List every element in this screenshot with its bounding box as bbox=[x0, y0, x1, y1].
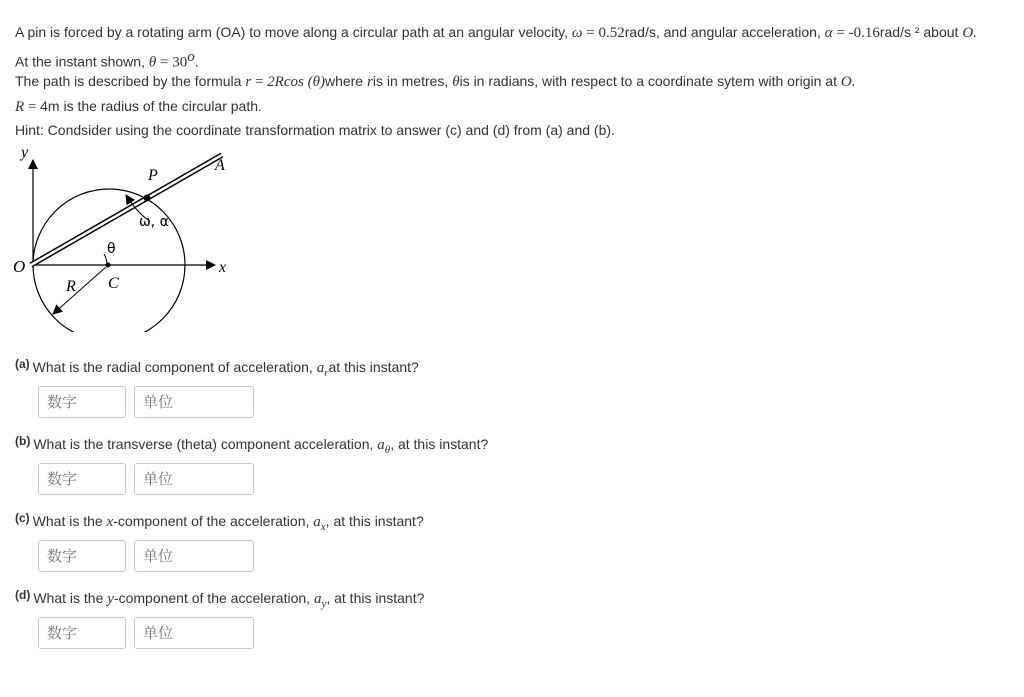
question-d-text bbox=[15, 584, 915, 610]
hint-line: Hint: Condsider using the coordinate transformation matrix to answer (c) and (d) from (a) and (b). bbox=[15, 122, 615, 138]
theta-symbol: θ bbox=[148, 54, 157, 71]
answer-row bbox=[15, 540, 915, 576]
text: at this instant? bbox=[328, 359, 419, 375]
text: where bbox=[324, 73, 364, 89]
question-letter: (c) bbox=[15, 511, 30, 525]
answer-row bbox=[15, 463, 915, 499]
accel-subscript: x bbox=[320, 520, 326, 533]
mechanism-diagram bbox=[10, 142, 250, 332]
circular-path bbox=[33, 189, 185, 332]
r-symbol: r bbox=[245, 74, 252, 90]
accel-symbol: a bbox=[313, 591, 322, 607]
text: , at this instant? bbox=[325, 513, 424, 529]
question-letter: (d) bbox=[15, 588, 31, 602]
radius-label: R bbox=[66, 278, 76, 295]
number-input[interactable] bbox=[38, 463, 126, 495]
text: At the instant shown, bbox=[15, 53, 145, 70]
text: . bbox=[194, 53, 199, 70]
text: What is the bbox=[33, 590, 104, 606]
equals: = bbox=[832, 25, 849, 41]
x-axis-label: x bbox=[219, 259, 227, 276]
text: rad/s, and angular acceleration, bbox=[624, 24, 821, 40]
theta-label: θ bbox=[107, 241, 116, 257]
unit-input[interactable] bbox=[134, 386, 254, 418]
text: What is the bbox=[32, 513, 103, 529]
axis-symbol: y bbox=[107, 591, 114, 607]
text: is in metres, bbox=[372, 73, 449, 89]
arm-end-label: A bbox=[215, 157, 225, 174]
text: 4m is the radius of the circular path. bbox=[40, 97, 262, 114]
rotating-arm-slot bbox=[31, 155, 222, 265]
question-a bbox=[15, 353, 915, 422]
accel-subscript: θ bbox=[384, 443, 391, 456]
text: What is the radial component of acceleration, bbox=[32, 359, 313, 375]
question-b bbox=[15, 430, 915, 499]
radius-arrow bbox=[53, 267, 106, 314]
origin-label: O bbox=[13, 257, 26, 276]
omega-symbol: ω bbox=[571, 25, 583, 41]
question-letter: (a) bbox=[15, 357, 30, 371]
origin-symbol: O. bbox=[962, 25, 977, 41]
degree-mark: o bbox=[187, 48, 195, 65]
text: A pin is forced by a rotating arm (OA) to move along a circular path at an angular velocity, bbox=[15, 24, 569, 40]
text: rad/s ² about bbox=[879, 24, 959, 40]
text: is in radians, with respect to a coordinate sytem with origin at bbox=[459, 73, 837, 89]
alpha-value: -0.16 bbox=[848, 25, 880, 41]
text: , at this instant? bbox=[390, 436, 489, 452]
problem-line-1 bbox=[15, 22, 1015, 47]
equals: = bbox=[24, 98, 41, 115]
answer-row bbox=[15, 386, 915, 422]
theta-symbol: θ bbox=[452, 74, 460, 90]
path-formula: 2Rcos (θ) bbox=[267, 74, 325, 90]
origin-symbol: O. bbox=[840, 74, 856, 90]
text: The path is described by the formula bbox=[15, 73, 242, 89]
problem-line-3 bbox=[15, 71, 1015, 96]
answer-row bbox=[15, 617, 915, 653]
number-input[interactable] bbox=[38, 540, 126, 572]
theta-value: 30 bbox=[172, 54, 188, 71]
pin-label: P bbox=[148, 167, 158, 184]
equals: = bbox=[156, 54, 173, 71]
accel-subscript: r bbox=[324, 366, 329, 379]
unit-input[interactable] bbox=[134, 540, 254, 572]
accel-symbol: a bbox=[377, 437, 385, 453]
pin-p bbox=[144, 195, 151, 202]
accel-symbol: a bbox=[316, 360, 325, 376]
text: , at this instant? bbox=[326, 590, 425, 606]
omega-value: 0.52 bbox=[598, 25, 625, 41]
question-b-text bbox=[15, 430, 915, 456]
question-a-text bbox=[15, 353, 915, 379]
text: What is the transverse (theta) component acceleration, bbox=[33, 436, 374, 452]
equals: = bbox=[582, 25, 599, 41]
unit-input[interactable] bbox=[134, 463, 254, 495]
center-c bbox=[106, 263, 111, 268]
omega-alpha-label: ω, α bbox=[139, 214, 169, 230]
question-c-text bbox=[15, 507, 915, 533]
radius-symbol: R bbox=[15, 98, 25, 115]
unit-input[interactable] bbox=[134, 617, 254, 649]
equals: = bbox=[251, 74, 268, 90]
problem-line-2 bbox=[15, 47, 1015, 72]
problem-statement bbox=[15, 22, 1015, 145]
accel-symbol: a bbox=[313, 514, 321, 530]
text: -component of the acceleration, bbox=[113, 513, 310, 529]
number-input[interactable] bbox=[38, 617, 126, 649]
question-d bbox=[15, 584, 915, 653]
center-label: C bbox=[108, 275, 119, 292]
r-symbol: r bbox=[366, 74, 373, 90]
axis-symbol: x bbox=[106, 514, 114, 530]
y-axis-label: y bbox=[21, 144, 29, 161]
accel-subscript: y bbox=[321, 597, 327, 610]
question-letter: (b) bbox=[15, 434, 31, 448]
problem-line-4 bbox=[15, 96, 1015, 121]
text: -component of the acceleration, bbox=[113, 590, 311, 606]
alpha-symbol: α bbox=[824, 25, 833, 41]
question-c bbox=[15, 507, 915, 576]
number-input[interactable] bbox=[38, 386, 126, 418]
